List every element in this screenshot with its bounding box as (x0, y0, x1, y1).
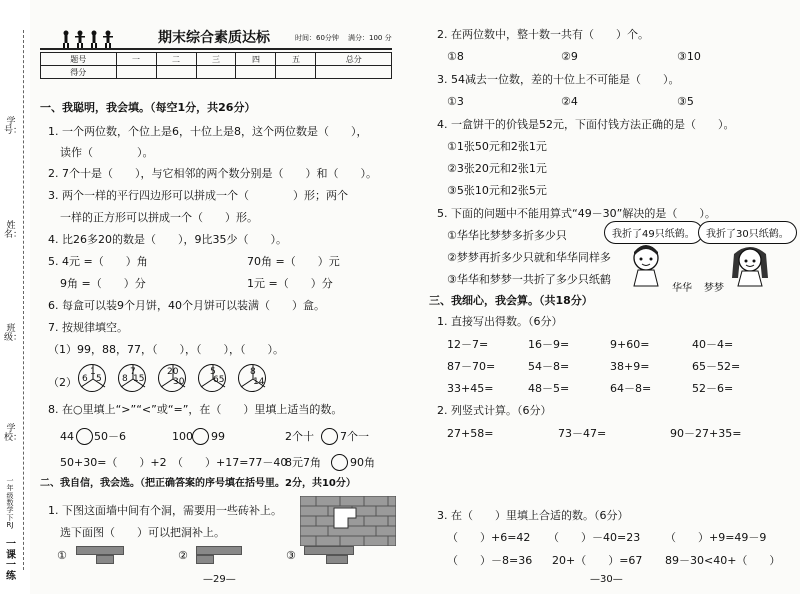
question-5-a-left: 5. 4元 =（ ）角 (48, 255, 148, 268)
option-3-marker[interactable]: ③ (286, 549, 296, 562)
pie-number: 20 (167, 367, 179, 377)
option[interactable]: ②3张20元和2张1元 (447, 162, 547, 175)
pie-number: 6 (82, 374, 88, 384)
score-cell: 得分 (41, 66, 117, 79)
section-2-q1-line-b: 选下面图（ ）可以把洞补上。 (60, 526, 225, 539)
compare-left: 44 (60, 430, 74, 443)
fill-expression: 89－30<40+（ ） (665, 554, 781, 567)
compare-left: 100 (172, 430, 193, 443)
calc-item: 65－52= (692, 360, 741, 373)
score-cell: 二 (156, 53, 196, 66)
section-2-q2: 2. 在两位数中，整十数一共有（ ）个。 (437, 28, 649, 41)
pie-number: 7 (130, 367, 136, 377)
brick-shape (76, 546, 124, 555)
girl-mengmeng-icon (730, 244, 770, 288)
compare-left: 2个十 (285, 430, 314, 443)
binding-strip (0, 0, 30, 594)
school-label: 学校： (4, 424, 23, 444)
vertical-calc-item: 27+58= (447, 427, 494, 440)
question-1-line-a: 1. 一个两位数，个位上是6，十位上是8，这个两位数是（ ）， (48, 125, 368, 138)
girl-huahua-icon (628, 244, 664, 288)
score-table-row (41, 53, 392, 66)
option[interactable]: ②9 (561, 50, 578, 63)
fill-expression: （ ）+9=49－9 (665, 531, 767, 544)
calc-item: 52－6= (692, 382, 734, 395)
name-label: 姓名： (4, 221, 23, 241)
pie-number: 8 (122, 374, 128, 384)
kids-icon (60, 30, 122, 48)
score-table (40, 52, 392, 79)
calc-item: 12－7= (447, 338, 489, 351)
compare-right: 99 (211, 430, 225, 443)
pie-diagram (238, 364, 266, 392)
brick-shape (196, 546, 242, 555)
brick-wall-diagram (300, 496, 396, 546)
time-label: 时间：60分钟 (295, 34, 339, 42)
score-input-cell[interactable] (236, 66, 276, 79)
header-rule (40, 48, 392, 50)
section-2-title: 二、我自信，我会选。（把正确答案的序号填在括号里。2分，共10分） (40, 478, 356, 489)
compare-circle[interactable] (76, 428, 93, 445)
brick-shape (304, 546, 354, 555)
section-2-q3: 3. 54减去一位数，差的十位上不可能是（ ）。 (437, 73, 680, 86)
question-8: 8. 在○里填上“>”“<”或“=”，在（ ）里填上适当的数。 (48, 403, 343, 416)
option[interactable]: ①8 (447, 50, 464, 63)
calc-item: 40－4= (692, 338, 734, 351)
score-cell: 总分 (316, 53, 392, 66)
speech-bubble: 我折了49只纸鹤。 (604, 221, 703, 244)
calc-item: 38+9= (610, 360, 650, 373)
pie-number: 14 (253, 377, 265, 387)
section-2-q1-line-a: 1. 下图这面墙中间有个洞，需要用一些砖补上。 (48, 504, 282, 517)
option[interactable]: ③华华和梦梦一共折了多少只纸鹤 (447, 273, 611, 286)
fill-expression: （ ）+17=77－40 (172, 456, 288, 469)
option[interactable]: ③5张10元和2张5元 (447, 184, 547, 197)
brick-shape (196, 555, 214, 564)
option[interactable]: ①1张50元和2张1元 (447, 140, 547, 153)
section-3-title: 三、我细心，我会算。（共18分） (429, 294, 593, 307)
page-number: —29— (203, 574, 236, 585)
compare-circle[interactable] (321, 428, 338, 445)
option[interactable]: ①华华比梦梦多折多少只 (447, 229, 567, 242)
score-input-cell[interactable] (276, 66, 316, 79)
option[interactable]: ②梦梦再折多少只就和华华同样多 (447, 251, 611, 264)
pie-number: 5 (96, 374, 102, 384)
pie-number: 65 (213, 375, 225, 385)
question-6: 6. 每盒可以装9个月饼，40个月饼可以装满（ ）盒。 (48, 299, 325, 312)
compare-circle[interactable] (192, 428, 209, 445)
pie-diagram (118, 364, 146, 392)
question-1-line-b: 读作（ ）。 (60, 146, 154, 159)
calc-item: 33+45= (447, 382, 494, 395)
section-1-title: 一、我聪明，我会填。（每空1分，共26分） (40, 101, 256, 114)
question-7-part-2-label: （2） (48, 376, 77, 389)
score-cell: 四 (236, 53, 276, 66)
character-name: 华华 (672, 283, 692, 294)
calc-item: 16－9= (528, 338, 570, 351)
section-2-q4: 4. 一盒饼干的价钱是52元，下面付钱方法正确的是（ ）。 (437, 118, 735, 131)
option[interactable]: ①3 (447, 95, 464, 108)
cut-line (23, 30, 24, 570)
question-5-a-right: 70角 =（ ）元 (247, 255, 340, 268)
option[interactable]: ②4 (561, 95, 578, 108)
brick-shape (96, 555, 114, 564)
pie-number: 8 (250, 367, 256, 377)
score-input-cell[interactable] (196, 66, 236, 79)
section-3-q2: 2. 列竖式计算。（6分） (437, 404, 552, 417)
section-2-q5: 5. 下面的问题中不能用算式“49－30”解决的是（ ）。 (437, 207, 716, 220)
score-table-row (41, 66, 392, 79)
brick-shape (326, 555, 348, 564)
vertical-calc-item: 90－27+35= (670, 427, 742, 440)
question-7: 7. 按规律填空。 (48, 321, 128, 334)
brand-logo: 一课一练 (6, 539, 16, 582)
calc-item: 48－5= (528, 382, 570, 395)
page-title: 期末综合素质达标 (158, 30, 270, 46)
question-3-line-b: 一样的正方形可以拼成一个（ ）形。 (60, 211, 258, 224)
calc-item: 87－70= (447, 360, 496, 373)
fill-expression: （ ）－40=23 (548, 531, 641, 544)
compare-right: 7个一 (340, 430, 369, 443)
pie-number: 15 (133, 374, 145, 384)
question-3-line-a: 3. 两个一样的平行四边形可以拼成一个（ ）形；两个 (48, 189, 348, 202)
score-cell: 三 (196, 53, 236, 66)
question-4: 4. 比26多20的数是（ ），9比35少（ ）。 (48, 233, 287, 246)
score-input-cell[interactable] (156, 66, 196, 79)
calc-item: 54－8= (528, 360, 570, 373)
score-input-cell[interactable] (116, 66, 156, 79)
pie-number: 30 (173, 377, 185, 387)
vertical-calc-item: 73－47= (558, 427, 607, 440)
pie-diagram (158, 364, 186, 392)
pie-number: 5 (210, 367, 216, 377)
option-1-marker[interactable]: ① (57, 549, 67, 562)
option[interactable]: ③5 (677, 95, 694, 108)
score-cell: 五 (276, 53, 316, 66)
option-2-marker[interactable]: ② (178, 549, 188, 562)
fill-expression: （ ）－8=36 (447, 554, 533, 567)
compare-left: 8元7角 (285, 456, 321, 469)
question-7-part-1: （1）99，88，77，（ ），（ ），（ ）。 (48, 343, 284, 356)
page-number: —30— (590, 574, 623, 585)
score-total-label: 满分：100 分 (348, 34, 392, 42)
student-id-label: 学号： (4, 117, 23, 137)
calc-item: 9+60= (610, 338, 650, 351)
class-label: 班级： (4, 324, 23, 344)
score-cell: 一 (116, 53, 156, 66)
pie-number: 1 (90, 367, 96, 377)
fill-expression: 50+30=（ ）+2 (60, 456, 167, 469)
question-5-b-right: 1元 =（ ）分 (247, 277, 333, 290)
option[interactable]: ③10 (677, 50, 701, 63)
section-3-q3: 3. 在（ ）里填上合适的数。（6分） (437, 509, 629, 522)
score-input-cell[interactable] (316, 66, 392, 79)
compare-right: 50－6 (94, 430, 126, 443)
character-name: 梦梦 (704, 283, 724, 294)
pie-diagram (78, 364, 106, 392)
question-5-b-left: 9角 =（ ）分 (60, 277, 146, 290)
fill-expression: （ ）+6=42 (447, 531, 531, 544)
section-3-q1: 1. 直接写出得数。（6分） (437, 315, 563, 328)
speech-bubble: 我折了30只纸鹤。 (698, 221, 797, 244)
compare-circle[interactable] (331, 454, 348, 471)
score-cell: 题号 (41, 53, 117, 66)
fill-expression: 20+（ ）=67 (552, 554, 643, 567)
series-label: 一年级 数学 下 RJ (6, 477, 14, 530)
pie-diagram (198, 364, 226, 392)
compare-right: 90角 (350, 456, 375, 469)
calc-item: 64－8= (610, 382, 652, 395)
question-2: 2. 7个十是（ ），与它相邻的两个数分别是（ ）和（ ）。 (48, 167, 377, 180)
